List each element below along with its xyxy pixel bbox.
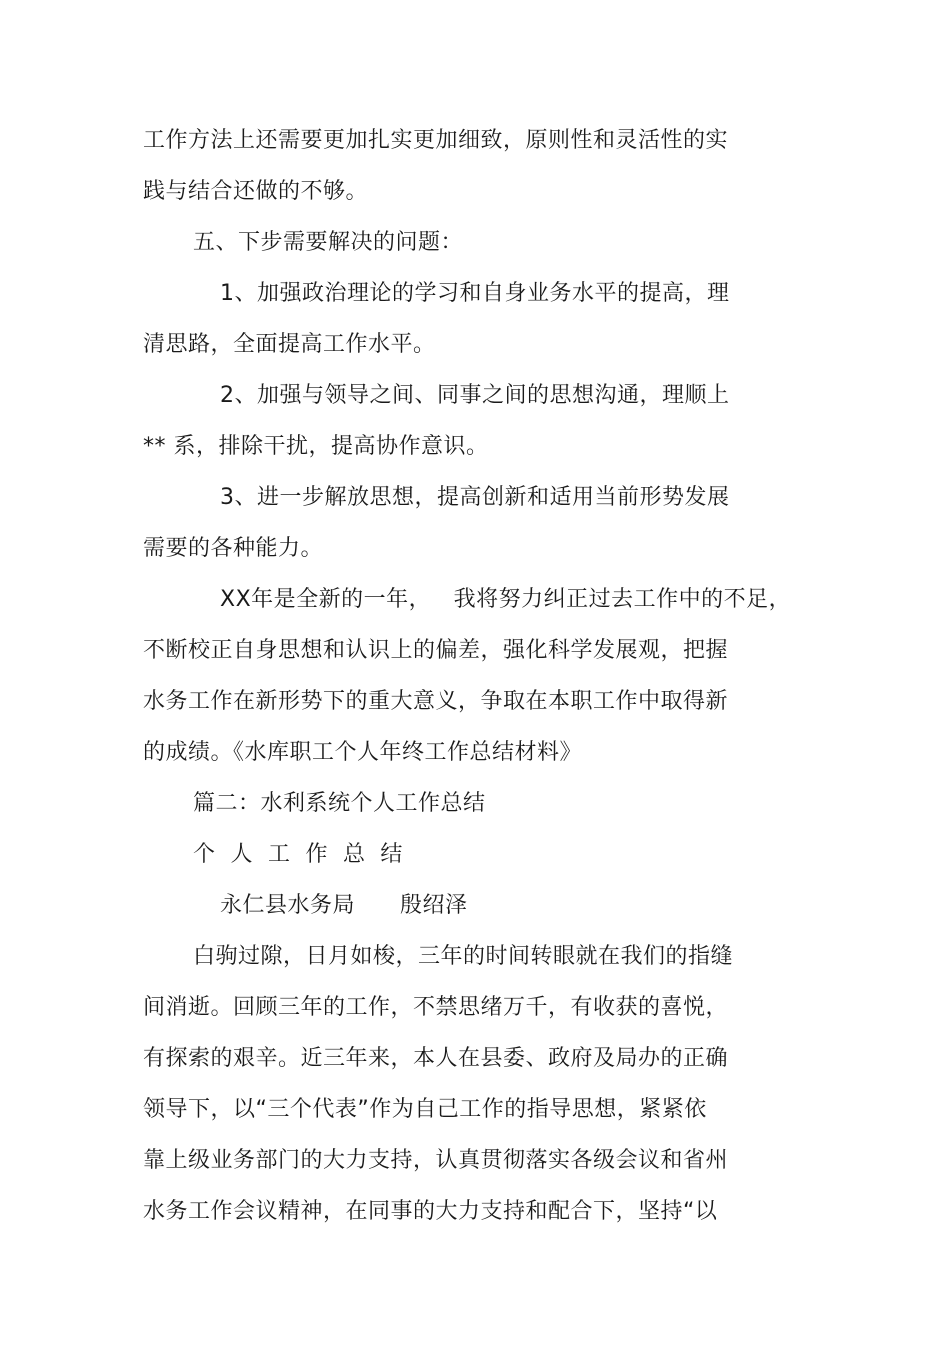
document-title: 个 人 工 作 总 结 <box>193 842 403 867</box>
text-line: 水务工作在新形势下的重大意义，争取在本职工作中取得新 <box>143 689 729 714</box>
text-line: 不断校正自身思想和认识上的偏差，强化科学发展观，把握 <box>143 638 729 663</box>
list-item: 2、加强与领导之间、同事之间的思想沟通，理顺上 <box>220 383 730 408</box>
text-line: 践与结合还做的不够。 <box>143 179 369 204</box>
text-line: ** 系，排除干扰，提高协作意识。 <box>143 434 489 459</box>
paragraph-start: 白驹过隙，日月如梭，三年的时间转眼就在我们的指缝 <box>193 944 734 969</box>
list-item: 1、加强政治理论的学习和自身业务水平的提高，理 <box>220 281 730 306</box>
list-item: 3、进一步解放思想，提高创新和适用当前形势发展 <box>220 485 730 510</box>
text-line: 清思路，全面提高工作水平。 <box>143 332 436 357</box>
section-heading: 五、下步需要解决的问题： <box>193 230 464 255</box>
text-line: 靠上级业务部门的大力支持，认真贯彻落实各级会议和省州 <box>143 1148 729 1173</box>
text-line: 有探索的艰辛。近三年来，本人在县委、政府及局办的正确 <box>143 1046 729 1071</box>
paragraph-start: XX年是全新的一年， 我将努力纠正过去工作中的不足， <box>220 587 792 612</box>
text-line: 间消逝。回顾三年的工作，不禁思绪万千，有收获的喜悦， <box>143 995 729 1020</box>
text-line: 的成绩。《水库职工个人年终工作总结材料》 <box>143 740 583 765</box>
text-line: 需要的各种能力。 <box>143 536 324 561</box>
text-line: 工作方法上还需要更加扎实更加细致，原则性和灵活性的实 <box>143 128 729 153</box>
text-line: 领导下，以“三个代表”作为自己工作的指导思想，紧紧依 <box>143 1097 707 1122</box>
author-line: 永仁县水务局 殷绍泽 <box>220 893 468 918</box>
text-line: 水务工作会议精神，在同事的大力支持和配合下，坚持“以 <box>143 1199 718 1224</box>
chapter-heading: 篇二：水利系统个人工作总结 <box>193 791 486 816</box>
